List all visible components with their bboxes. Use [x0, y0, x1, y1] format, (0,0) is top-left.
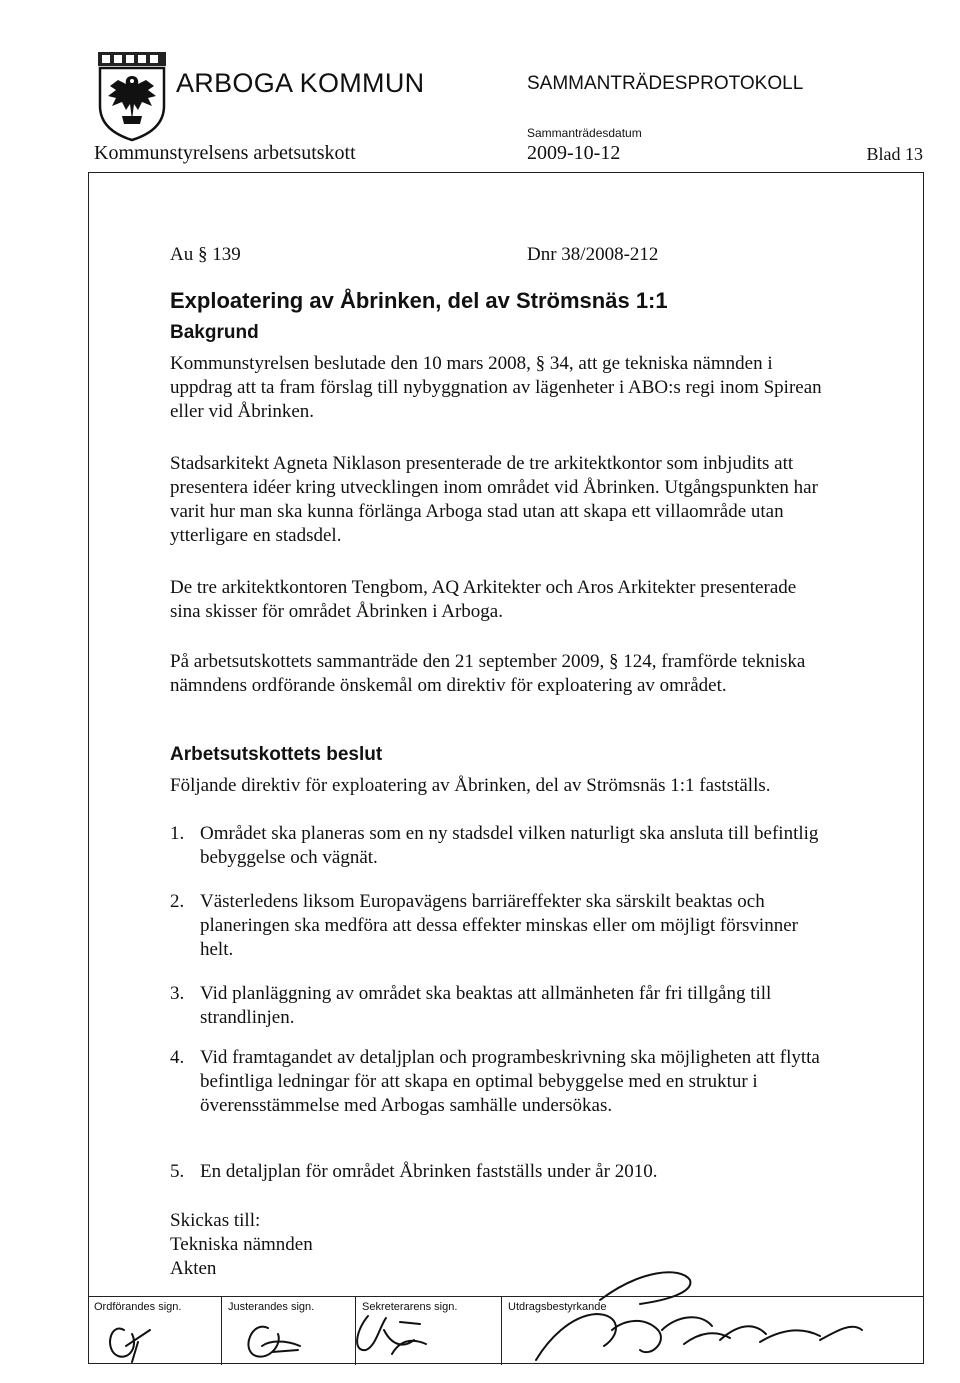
directive-text: Vid framtagandet av detaljplan och programbeskrivning ska möjligheten att flytta befintliga ledningar för att skapa en optimal bebyggelse med en struktur i överensstämmelse med Arbogas samhälle undersökas.: [200, 1047, 820, 1116]
recipient: Akten: [170, 1258, 217, 1279]
adjuster-signature-label: Justerandes sign.: [228, 1301, 315, 1313]
case-title: Exploatering av Åbrinken, del av Strömsnäs 1:1: [170, 288, 668, 313]
case-number: Dnr 38/2008-212: [527, 244, 659, 265]
decision-intro: Följande direktiv för exploatering av Åbrinken, del av Strömsnäs 1:1 fastställs.: [170, 775, 771, 796]
page-number: Blad 13: [866, 144, 923, 164]
directive-number: 4.: [170, 1047, 185, 1068]
directive-text: Området ska planeras som en ny stadsdel vilken naturligt ska ansluta till befintlig bebyggelse och vägnät.: [200, 823, 819, 868]
certifier-signature-label: Utdragsbestyrkande: [508, 1301, 607, 1313]
secretary-signature-cell: [356, 1297, 502, 1365]
background-paragraph: På arbetsutskottets sammanträde den 21 september 2009, § 124, framförde tekniska nämndens ordförande önskemål om direktiv för exploatering av området.: [170, 651, 806, 696]
directive-text: En detaljplan för området Åbrinken fastställs under år 2010.: [200, 1161, 658, 1182]
meeting-date-label: Sammanträdesdatum: [527, 126, 642, 140]
directive-text: Västerledens liksom Europavägens barriäreffekter ska särskilt beaktas och planeringen ska medföra att dessa effekter minskas eller om möjligt försvinner helt.: [200, 891, 798, 960]
directive-number: 5.: [170, 1161, 185, 1182]
directive-item: [170, 982, 830, 1030]
chair-signature-cell: [88, 1297, 222, 1365]
background-paragraph: Kommunstyrelsen beslutade den 10 mars 2008, § 34, att ge tekniska nämnden i uppdrag att ta fram förslag till nybyggnation av lägenheter i ABO:s regi inom Spirean eller vid Åbrinken.: [170, 353, 822, 422]
directive-number: 3.: [170, 983, 185, 1004]
directive-text: Vid planläggning av området ska beaktas att allmänheten får fri tillgång till strandlinjen.: [200, 983, 772, 1028]
recipient: Tekniska nämnden: [170, 1234, 313, 1255]
directive-number: 1.: [170, 823, 185, 844]
secretary-signature-label: Sekreterarens sign.: [362, 1301, 458, 1313]
paragraph-reference: Au § 139: [170, 244, 241, 265]
meeting-date: 2009-10-12: [527, 142, 621, 164]
chair-signature-label: Ordförandes sign.: [94, 1301, 182, 1313]
organization-name: ARBOGA KOMMUN: [176, 68, 425, 98]
directive-number: 2.: [170, 891, 185, 912]
send-to-label: Skickas till:: [170, 1210, 261, 1231]
background-paragraph: De tre arkitektkontoren Tengbom, AQ Arkitekter och Aros Arkitekter presenterade sina skisser för området Åbrinken i Arboga.: [170, 577, 797, 622]
background-heading: Bakgrund: [170, 322, 259, 343]
directive-item: [170, 822, 830, 870]
directive-item: [170, 1160, 830, 1184]
decision-heading: Arbetsutskottets beslut: [170, 744, 383, 765]
certifier-signature-cell: [502, 1297, 924, 1365]
arboga-crest-logo: [94, 50, 170, 142]
directive-item: [170, 1046, 830, 1118]
document-type: SAMMANTRÄDESPROTOKOLL: [527, 73, 804, 94]
background-paragraph: Stadsarkitekt Agneta Niklason presenterade de tre arkitektkontor som inbjudits att presentera idéer kring utvecklingen inom området vid Åbrinken. Utgångspunkten har varit hur man ska kunna förlänga Arboga stad utan att skapa ett villaområde utan ytterligare en stadsdel.: [170, 453, 818, 546]
adjuster-signature-cell: [222, 1297, 356, 1365]
committee-name: Kommunstyrelsens arbetsutskott: [94, 142, 356, 164]
content-frame: [88, 172, 924, 1364]
directive-item: [170, 890, 830, 962]
signature-row: [88, 1296, 924, 1364]
